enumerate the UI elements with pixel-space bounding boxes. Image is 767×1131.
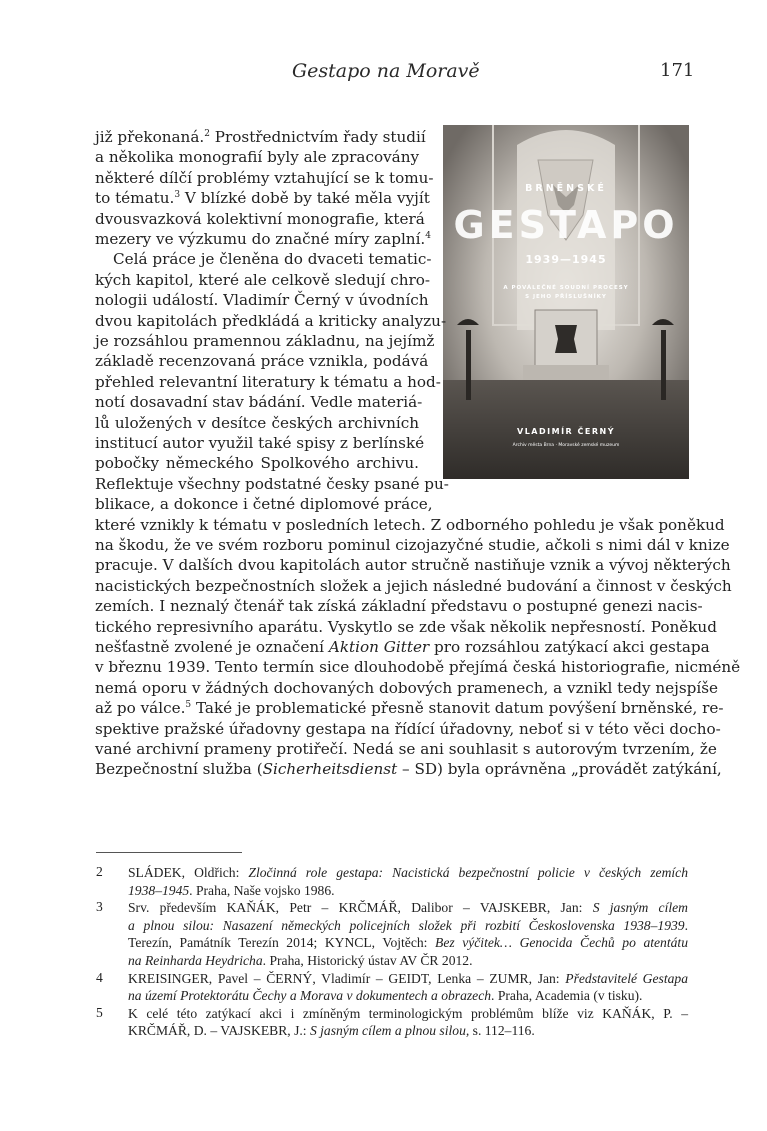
footnote-ref: 3: [174, 190, 181, 201]
cover-series: BRNĚNSKÉ: [525, 183, 607, 194]
text-segment: dvousvazková kolektivní monografie, která: [95, 209, 425, 228]
text-line: [95, 495, 433, 514]
text-segment: pracuje. V dalších dvou kapitolách autor stručně nastiňuje vznik a vývoj některých: [95, 556, 731, 575]
page-number: 171: [660, 60, 695, 81]
text-segment: lů uložených v desítce českých archivních: [95, 413, 419, 432]
footnote-text: K celé této zatýkací akci i zmíněným terminologickým problémům blíže viz KAŇÁK, P. –: [128, 1005, 688, 1021]
footnote-number: 5: [96, 1004, 103, 1020]
text-segment: pobočky německého Spolkového archivu.: [95, 454, 419, 473]
text-segment: v březnu 1939. Tento termín sice dlouhodobě přejímá česká historiografie, nicméně: [95, 658, 741, 677]
footnote-text: KRČMÁŘ, D. – VAJSKEBR, J.:: [128, 1023, 310, 1039]
footnote-line: [128, 917, 688, 934]
footnote-line: [128, 987, 642, 1004]
footnote-italic-title: Zločinná role gestapa: Nacistická bezpečnostní policie v českých zemích: [248, 865, 688, 880]
footnote-ref: 5: [185, 700, 192, 711]
footnote-italic-title: Představitelé Gestapa: [565, 970, 688, 986]
text-line: [95, 332, 435, 350]
footnote-separator: [96, 852, 242, 853]
text-line: [95, 168, 434, 187]
cover-subtitle-1: A POVÁLEČNÉ SOUDNÍ PROCESY: [503, 285, 629, 291]
text-segment: je rozsáhlou pramennou základnu, na jejímž: [95, 332, 435, 350]
text-line: [95, 291, 429, 310]
text-line: [95, 597, 703, 616]
footnote-text: KREISINGER, Pavel – ČERNÝ, Vladimír – GEIDT, Lenka – ZUMR, Jan:: [128, 970, 566, 986]
footnote-italic-title: S jasným cílem a plnou silou,: [309, 1023, 470, 1039]
cover-photo-svg: [443, 125, 689, 479]
footnote-italic-title: Bez výčitek… Genocida Čechů po atentátu: [435, 935, 689, 951]
cover-title: GESTAPO: [453, 203, 679, 247]
text-segment: Prostřednictvím řady studií: [209, 128, 426, 146]
text-line: [95, 311, 447, 330]
text-line: [95, 148, 419, 166]
text-segment: zemích. I neznalý čtenář tak získá základní představu o postupné genezi nacis-: [95, 597, 703, 616]
text-line: [95, 454, 419, 472]
text-segment: Bezpečnostní služba (: [95, 760, 263, 779]
text-line: [95, 474, 449, 493]
footnote-number: 2: [96, 864, 103, 879]
text-segment: dvou kapitolách předkládá a kriticky analyzu-: [95, 311, 447, 330]
text-line: [95, 617, 717, 636]
text-segment: pro rozsáhlou zatýkací akci gestapa: [429, 638, 710, 656]
text-line: [113, 250, 432, 269]
footnote-line: [128, 899, 688, 916]
text-line: [95, 352, 429, 371]
footnote-ref: 4: [425, 230, 431, 241]
footnote-ref: 2: [204, 128, 210, 139]
text-segment: V blízké době by také měla vyjít: [180, 189, 430, 208]
footnote-text: . Praha, Academia (v tisku).: [491, 988, 643, 1004]
text-line: [95, 372, 441, 391]
text-segment: Reflektuje všechny podstatné česky psané pu-: [95, 474, 449, 493]
text-line: [95, 760, 722, 779]
text-segment: základě recenzovaná práce vznikla, podává: [95, 352, 429, 371]
text-line: [95, 576, 732, 595]
text-line: [95, 740, 717, 758]
text-segment: na škodu, že ve svém rozboru pominul cizojazyčné studie, ačkoli s nimi dál v knize: [95, 536, 730, 554]
text-line: [95, 434, 425, 452]
footnote-text: Terezín, Památník Terezín 2014; KYNCL, Vojtěch:: [128, 935, 436, 951]
footnote-number: 3: [96, 899, 103, 915]
text-segment: nacistických bezpečnostních složek a jejich následné budování a činnost v českých: [95, 576, 732, 595]
footnote-italic-title: S jasným cílem: [592, 900, 688, 916]
footnote-line: [128, 934, 688, 951]
text-segment: nologii událostí. Vladimír Černý v úvodních: [95, 291, 429, 310]
text-line: [95, 270, 431, 289]
running-title: Gestapo na Moravě: [292, 60, 480, 82]
text-segment: blikace, a dokonce i četné diplomové práce,: [95, 495, 433, 514]
text-line: [95, 536, 730, 554]
text-segment: a několika monografií byly ale zpracovány: [95, 148, 420, 167]
cover-years: 1939—1945: [525, 253, 607, 266]
text-line: [95, 230, 431, 248]
footnote-line: [128, 970, 688, 987]
text-segment: vané archivní prameny protiřečí. Nedá se ani souhlasit s autorovým tvrzením, že: [95, 740, 717, 758]
text-segment: Také je problematické přesně stanovit datum povýšení brněnské, re-: [191, 699, 724, 718]
text-line: [95, 658, 741, 677]
footnote-text: . Praha, Historický ústav AV ČR 2012.: [262, 953, 473, 968]
footnote-line: [128, 1022, 535, 1039]
text-line: [95, 678, 718, 697]
text-segment: nešťastně zvolené je označení: [95, 638, 329, 656]
cover-publishers: Archiv města Brna · Moravské zemské muzeum: [512, 443, 620, 448]
footnote-line: [128, 952, 472, 969]
footnote-text: . Praha, Naše vojsko 1986.: [189, 882, 335, 898]
footnote-italic-title: na Reinharda Heydricha: [128, 953, 263, 968]
text-segment: – SD) byla oprávněna „provádět zatýkání,: [397, 760, 722, 779]
text-segment: spektive pražské úřadovny gestapa na řídící úřadovny, neboť si v této věci docho-: [95, 719, 721, 738]
text-segment: kých kapitol, které ale celkově sledují chro-: [95, 270, 431, 289]
text-segment: tického represivního aparátu. Vyskytlo se zde však několik nepřesností. Poněkud: [95, 617, 717, 636]
text-line: [95, 515, 725, 534]
text-segment: notí dosavadní stav bádání. Vedle materiá-: [95, 393, 423, 412]
footnote-number: 4: [96, 969, 103, 985]
text-line: [95, 699, 724, 718]
footnote-text: Srv. především KAŇÁK, Petr – KRČMÁŘ, Dalibor – VAJSKEBR, Jan:: [128, 900, 593, 916]
text-segment: nemá oporu v žádných dochovaných dobových pramenech, a vznikl tedy nejspíše: [95, 678, 718, 697]
footnote-line: [128, 864, 688, 881]
footnote-italic-title: a plnou silou: Nasazení německých policejních složek při rozbití Československa 1938–1939: [128, 917, 685, 933]
text-segment: již překonaná.: [95, 128, 205, 146]
text-segment: Celá práce je členěna do dvaceti tematic-: [113, 250, 432, 269]
book-cover-image: [443, 125, 689, 479]
footnote-italic-title: 1938–1945: [128, 882, 190, 898]
text-segment: některé dílčí problémy vztahující se k tomu-: [95, 168, 434, 187]
cover-subtitle-2: S JEHO PŘÍSLUŠNÍKY: [525, 294, 607, 300]
text-line: [95, 719, 721, 738]
text-segment: to tématu.: [95, 189, 175, 208]
italic-term: Sicherheitsdienst: [262, 760, 398, 779]
text-segment: přehled relevantní literatury k tématu a hod-: [95, 372, 441, 391]
footnote-text: .: [684, 917, 688, 933]
text-line: [95, 414, 419, 432]
text-line: [95, 128, 426, 146]
text-line: [95, 189, 430, 208]
footnote-line: [128, 882, 335, 899]
text-segment: mezery ve výzkumu do značné míry zaplní.: [95, 230, 426, 248]
text-segment: až po válce.: [95, 699, 186, 718]
text-line: [95, 393, 423, 412]
footnote-text: SLÁDEK, Oldřich:: [128, 865, 249, 880]
footnote-italic-title: na území Protektorátu Čechy a Morava v dokumentech a obrazech: [128, 988, 492, 1004]
cover-author: VLADIMÍR ČERNÝ: [517, 427, 615, 436]
text-segment: které vznikly k tématu v posledních letech. Z odborného pohledu je však poněkud: [95, 515, 725, 534]
footnote-text: s. 112–116.: [469, 1023, 535, 1039]
text-line: [95, 638, 710, 656]
text-line: [95, 209, 425, 228]
footnote-line: [128, 1005, 688, 1022]
text-line: [95, 556, 731, 575]
text-segment: institucí autor využil také spisy z berlínské: [95, 434, 425, 452]
italic-term: Aktion Gitter: [328, 638, 430, 656]
